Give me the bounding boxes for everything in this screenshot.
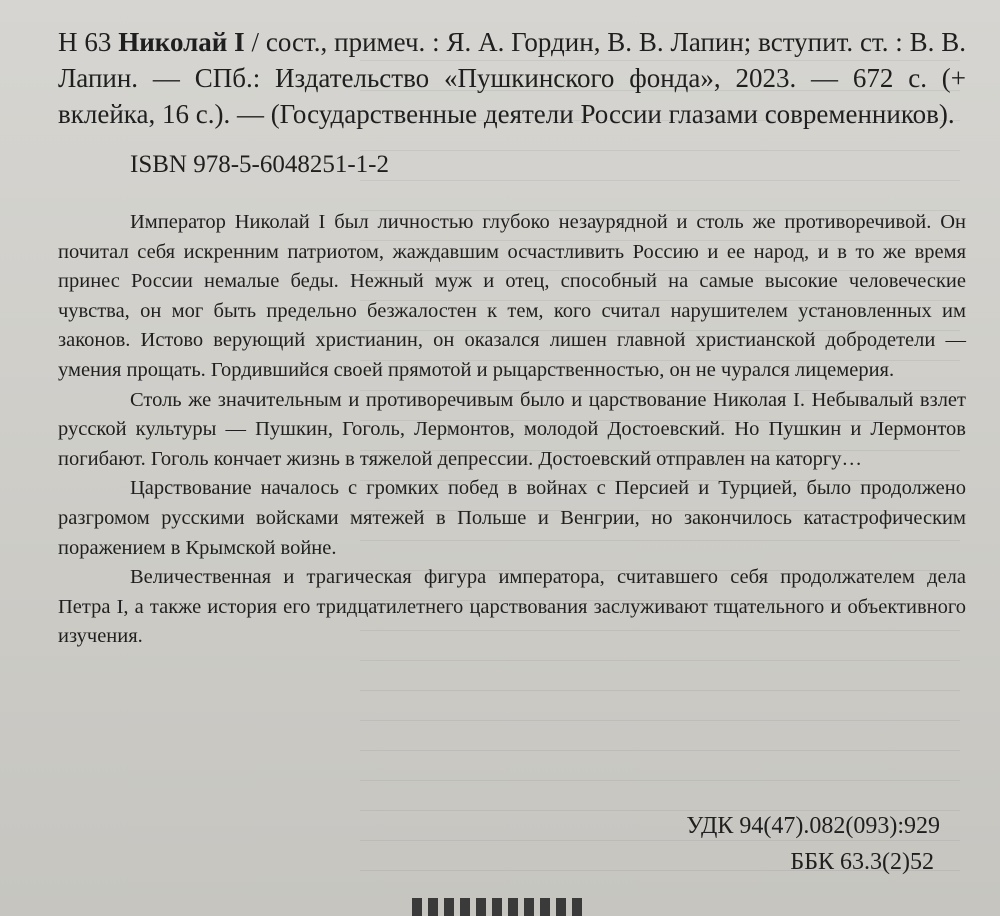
page-content: [58, 24, 966, 652]
annotation-paragraph-1: Император Николай I был личностью глубоко незаурядной и столь же противоречивой. Он почитал себя искренним патриотом, жаждавшим осчастливить Россию и ее народ, и в то же время принес России немалые беды. Нежный муж и отец, способный на самые высокие человеческие чувства, он мог быть предельно безжалостен к тем, кого считал нарушителем установленных им законов. Истово верующий христианин, он оказался лишен главной христианской добродетели — умения прощать. Гордившийся своей прямотой и рыцарственностью, он не чурался лицемерия.: [58, 211, 966, 381]
annotation-paragraph-2: Столь же значительным и противоречивым было и царствование Николая I. Небывалый взлет русской культуры — Пушкин, Гоголь, Лермонтов, молодой Достоевский. Но Пушкин и Лермонтов погибают. Гоголь кончает жизнь в тяжелой депрессии. Достоевский отправлен на каторгу…: [58, 388, 966, 470]
annotation-paragraph-3: Царствование началось с громких побед в войнах с Персией и Турцией, было продолжено разгромом русскими войсками мятежей в Польше и Венгрии, но закончилось катастрофическим поражением в Крымской войне.: [58, 477, 966, 559]
udk-code: УДК 94(47).082(093):929: [686, 813, 940, 839]
cropped-heading-fragment: [412, 898, 582, 916]
isbn: ISBN 978-5-6048251-1-2: [130, 151, 390, 178]
annotation: [58, 208, 966, 652]
book-title: Николай I: [118, 27, 245, 57]
classification-codes: [686, 808, 940, 880]
classification-code: Н 63: [58, 27, 112, 57]
bibliographic-details: / сост., примеч. : Я. А. Гордин, В. В. Лапин; вступит. ст. : В. В. Лапин. — СПб.: Издательство «Пушкинского фонда», 2023. — 672 с. (+ вклейка, 16 с.). — (Государственные деятели России глазами современников).: [58, 27, 967, 129]
annotation-paragraph-4: Величественная и трагическая фигура императора, считавшего себя продолжателем дела Петра I, а также история его тридцатилетнего царствования заслуживают тщательного и объективного изучения.: [58, 566, 966, 648]
bbk-code: ББК 63.3(2)52: [790, 849, 934, 875]
bibliographic-record: [58, 24, 966, 132]
